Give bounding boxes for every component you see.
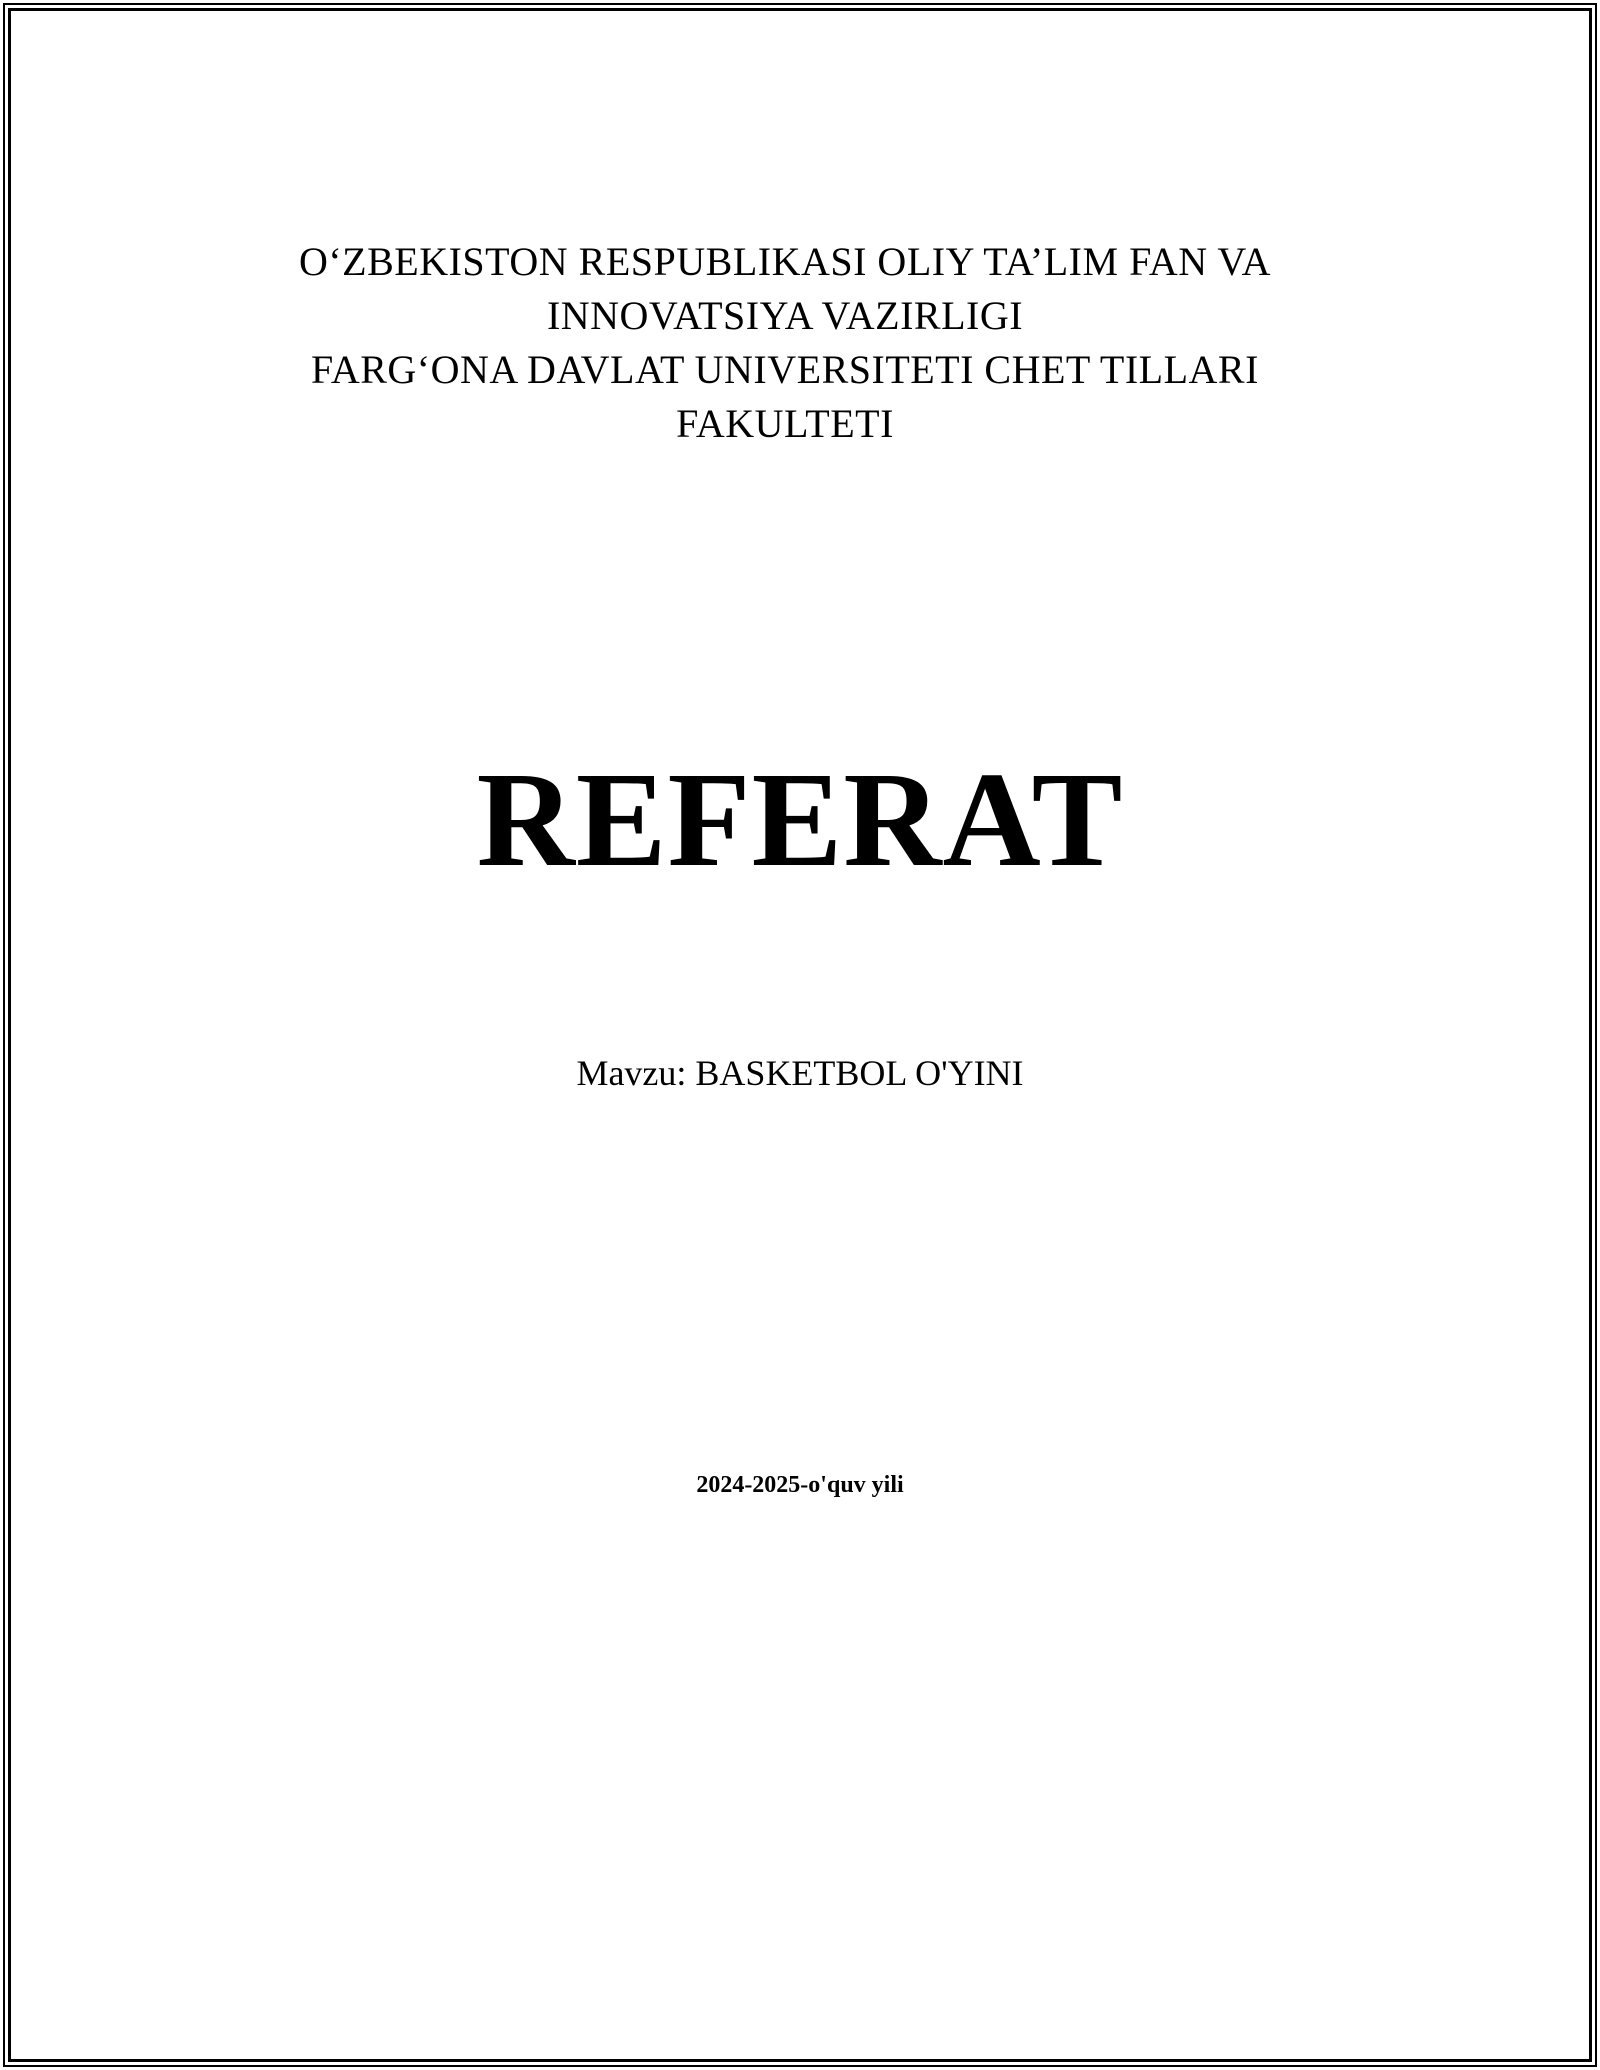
ministry-header — [0, 235, 1570, 451]
header-line-1: OʻZBEKISTON RESPUBLIKASI OLIY TA’LIM FAN VA — [298, 239, 1272, 284]
header-line-3: FARGʻONA DAVLAT UNIVERSITETI CHET TILLARI — [311, 347, 1259, 392]
header-line-2: INNOVATSIYA VAZIRLIGI — [546, 293, 1024, 338]
topic-line: Mavzu: BASKETBOL O'YINI — [576, 1053, 1024, 1093]
header-line-4: FAKULTETI — [676, 401, 894, 446]
document-title: REFERAT — [476, 745, 1124, 895]
academic-year: 2024-2025-o'quv yili — [696, 1472, 904, 1498]
